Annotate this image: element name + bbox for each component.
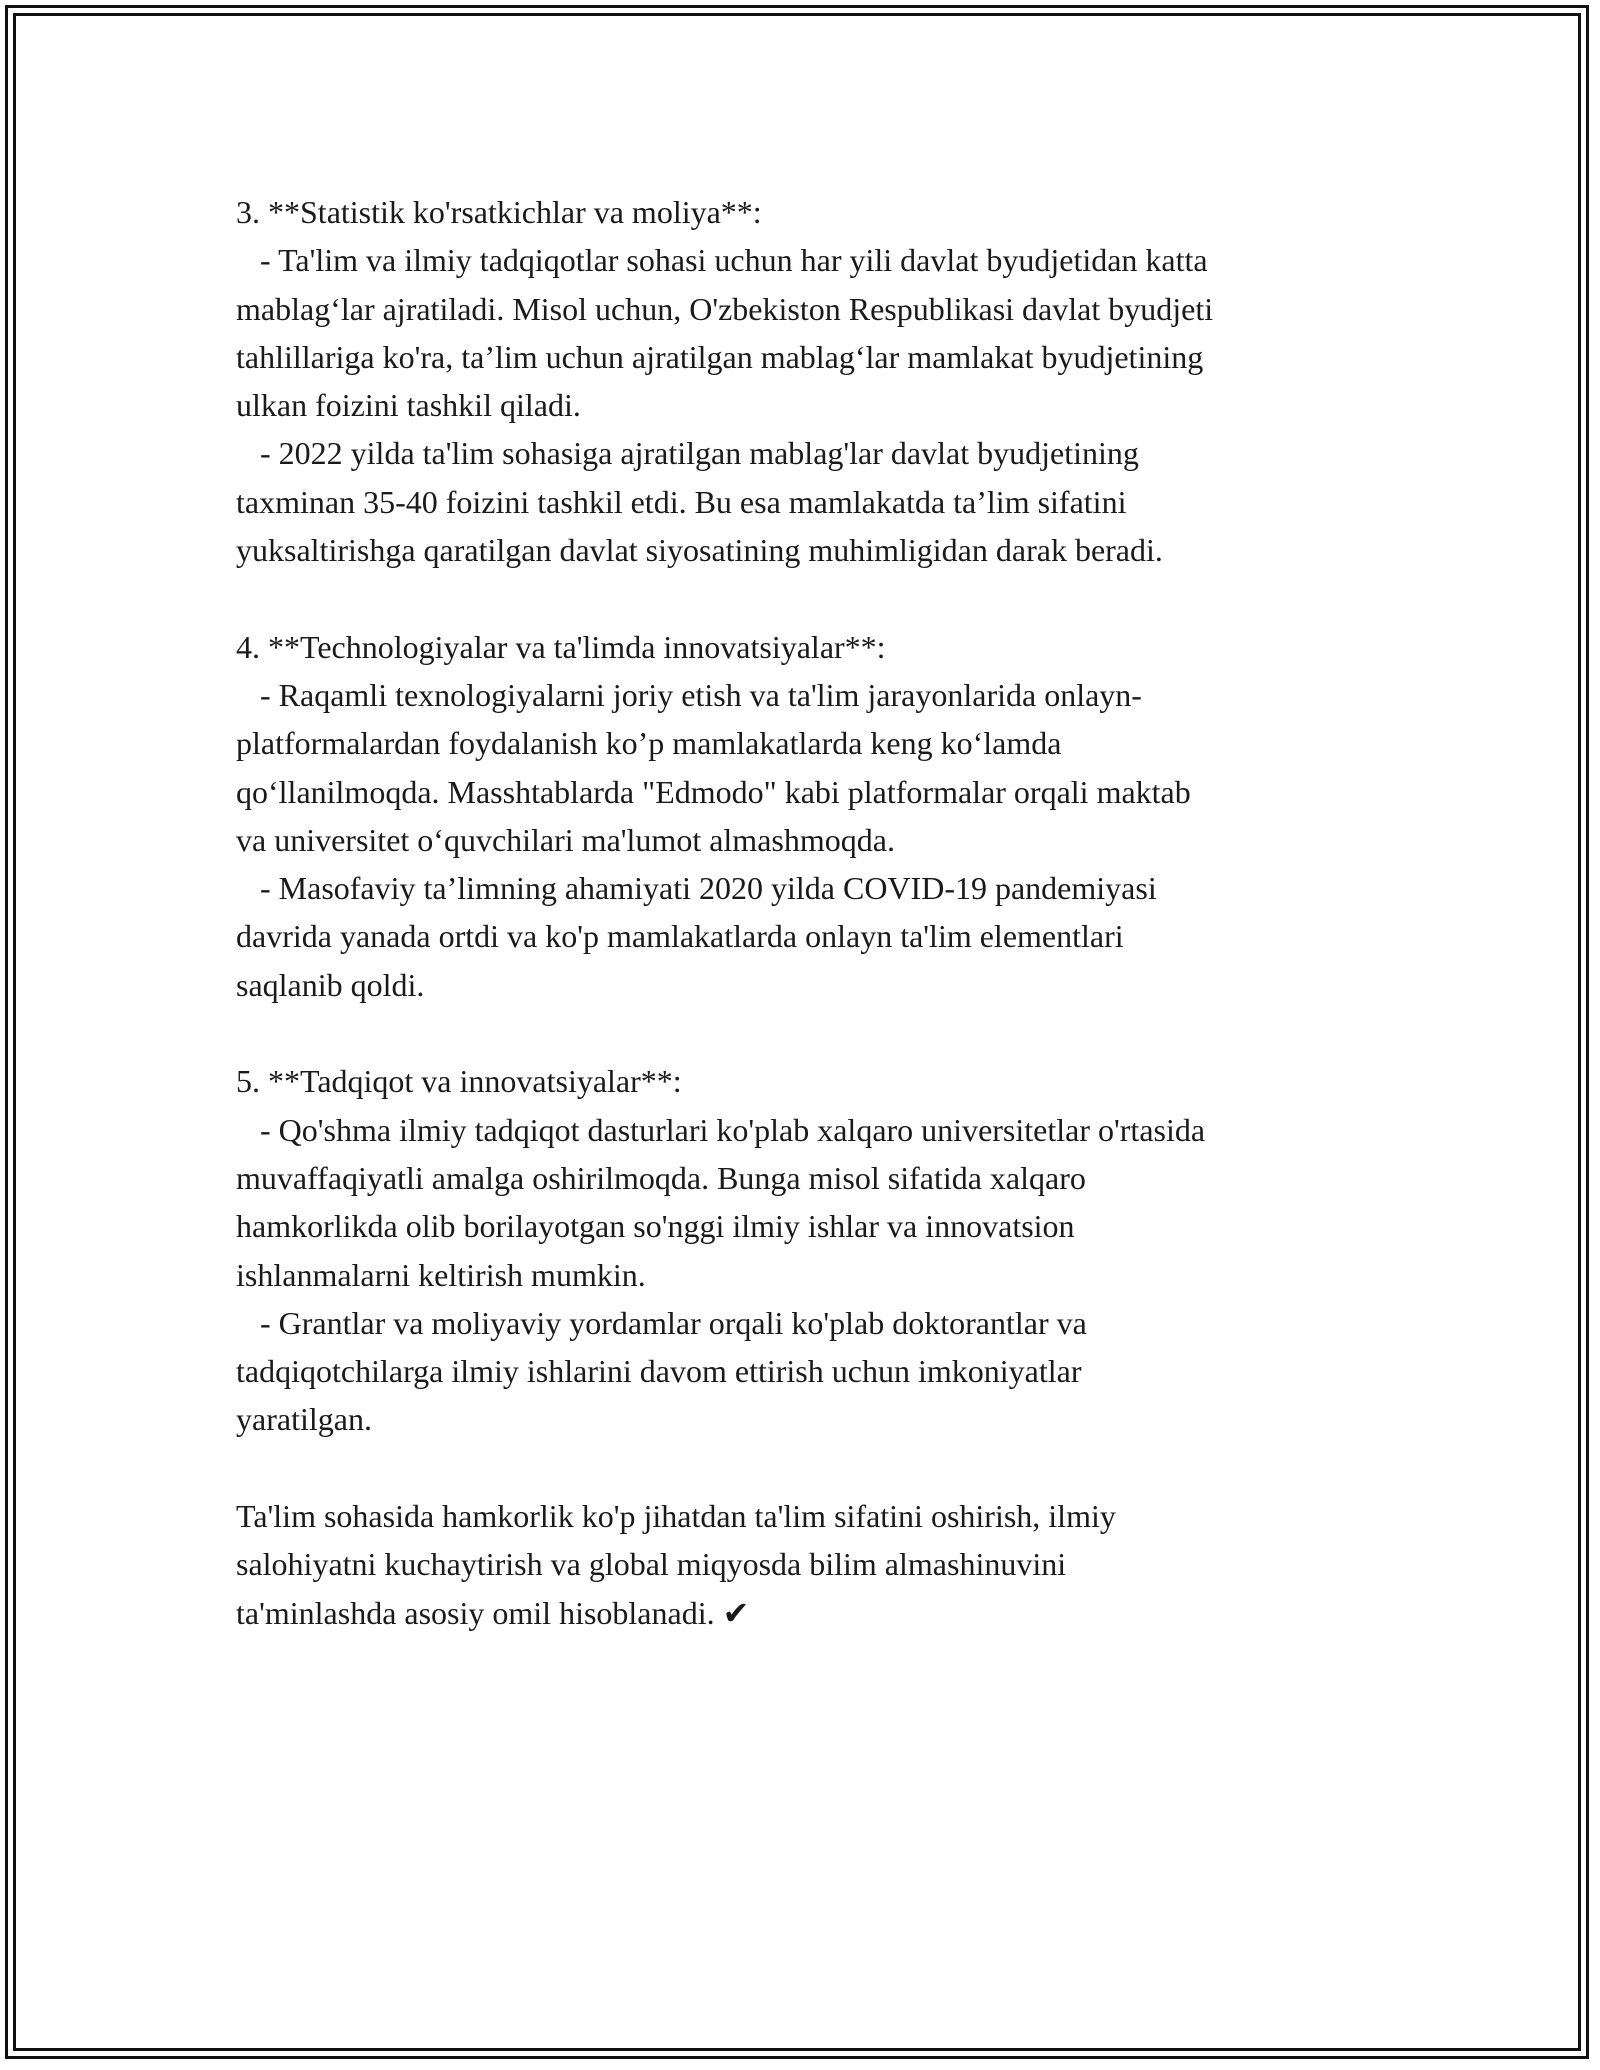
text-line: - Ta'lim va ilmiy tadqiqotlar sohasi uchun har yili davlat byudjetidan katta xyxy=(236,242,1208,279)
text-line: - Raqamli texnologiyalarni joriy etish va ta'lim jarayonlarida onlayn- xyxy=(236,676,1142,713)
text-line: tahlillariga ko'ra, ta’lim uchun ajratilgan mablag‘lar mamlakat byudjetining xyxy=(236,338,1204,375)
text-line: qo‘llanilmoqda. Masshtablarda "Edmodo" kabi platformalar orqali maktab xyxy=(236,773,1191,810)
text-line: va universitet o‘quvchilari ma'lumot almashmoqda. xyxy=(236,821,895,858)
section-heading: 5. **Tadqiqot va innovatsiyalar**: xyxy=(236,1063,682,1100)
text-line: - 2022 yilda ta'lim sohasiga ajratilgan mablag'lar davlat byudjetining xyxy=(236,435,1139,472)
document-body xyxy=(236,188,1376,1637)
section-technology xyxy=(236,623,1376,1009)
paragraph-spacer xyxy=(236,1009,1376,1057)
text-line: - Masofaviy ta’limning ahamiyati 2020 yilda COVID-19 pandemiyasi xyxy=(236,870,1157,907)
paragraph-spacer xyxy=(236,574,1376,622)
text-line: Ta'lim sohasida hamkorlik ko'p jihatdan ta'lim sifatini oshirish, ilmiy xyxy=(236,1498,1116,1535)
text-line: muvaffaqiyatli amalga oshirilmoqda. Bunga misol sifatida xalqaro xyxy=(236,1159,1086,1196)
text-line: taxminan 35-40 foizini tashkil etdi. Bu esa mamlakatda ta’lim sifatini xyxy=(236,483,1127,520)
text-line: davrida yanada ortdi va ko'p mamlakatlarda onlayn ta'lim elementlari xyxy=(236,918,1124,955)
section-research xyxy=(236,1057,1376,1443)
text-line: - Grantlar va moliyaviy yordamlar orqali ko'plab doktorantlar va xyxy=(236,1304,1087,1341)
section-statistics xyxy=(236,188,1376,574)
text-line: - Qo'shma ilmiy tadqiqot dasturlari ko'plab xalqaro universitetlar o'rtasida xyxy=(236,1111,1206,1148)
text-line: saqlanib qoldi. xyxy=(236,966,425,1003)
paragraph-spacer xyxy=(236,1444,1376,1492)
text-line: salohiyatni kuchaytirish va global miqyosda bilim almashinuvini xyxy=(236,1546,1067,1583)
text-line: yaratilgan. xyxy=(236,1401,372,1438)
text-line: yuksaltirishga qaratilgan davlat siyosatining muhimligidan darak beradi. xyxy=(236,532,1163,569)
section-heading: 4. **Technologiyalar va ta'limda innovatsiyalar**: xyxy=(236,628,886,665)
text-line: tadqiqotchilarga ilmiy ishlarini davom ettirish uchun imkoniyatlar xyxy=(236,1353,1082,1390)
text-line: ishlanmalarni keltirish mumkin. xyxy=(236,1256,646,1293)
text-line: mablag‘lar ajratiladi. Misol uchun, O'zbekiston Respublikasi davlat byudjeti xyxy=(236,290,1214,327)
section-heading: 3. **Statistik ko'rsatkichlar va moliya**: xyxy=(236,194,762,230)
text-line: ta'minlashda asosiy omil hisoblanadi. ✔ xyxy=(236,1594,750,1631)
text-line: platformalardan foydalanish ko’p mamlakatlarda keng ko‘lamda xyxy=(236,725,1062,762)
section-conclusion xyxy=(236,1492,1376,1637)
text-line: ulkan foizini tashkil qiladi. xyxy=(236,387,581,424)
text-line: hamkorlikda olib borilayotgan so'nggi ilmiy ishlar va innovatsion xyxy=(236,1208,1075,1245)
